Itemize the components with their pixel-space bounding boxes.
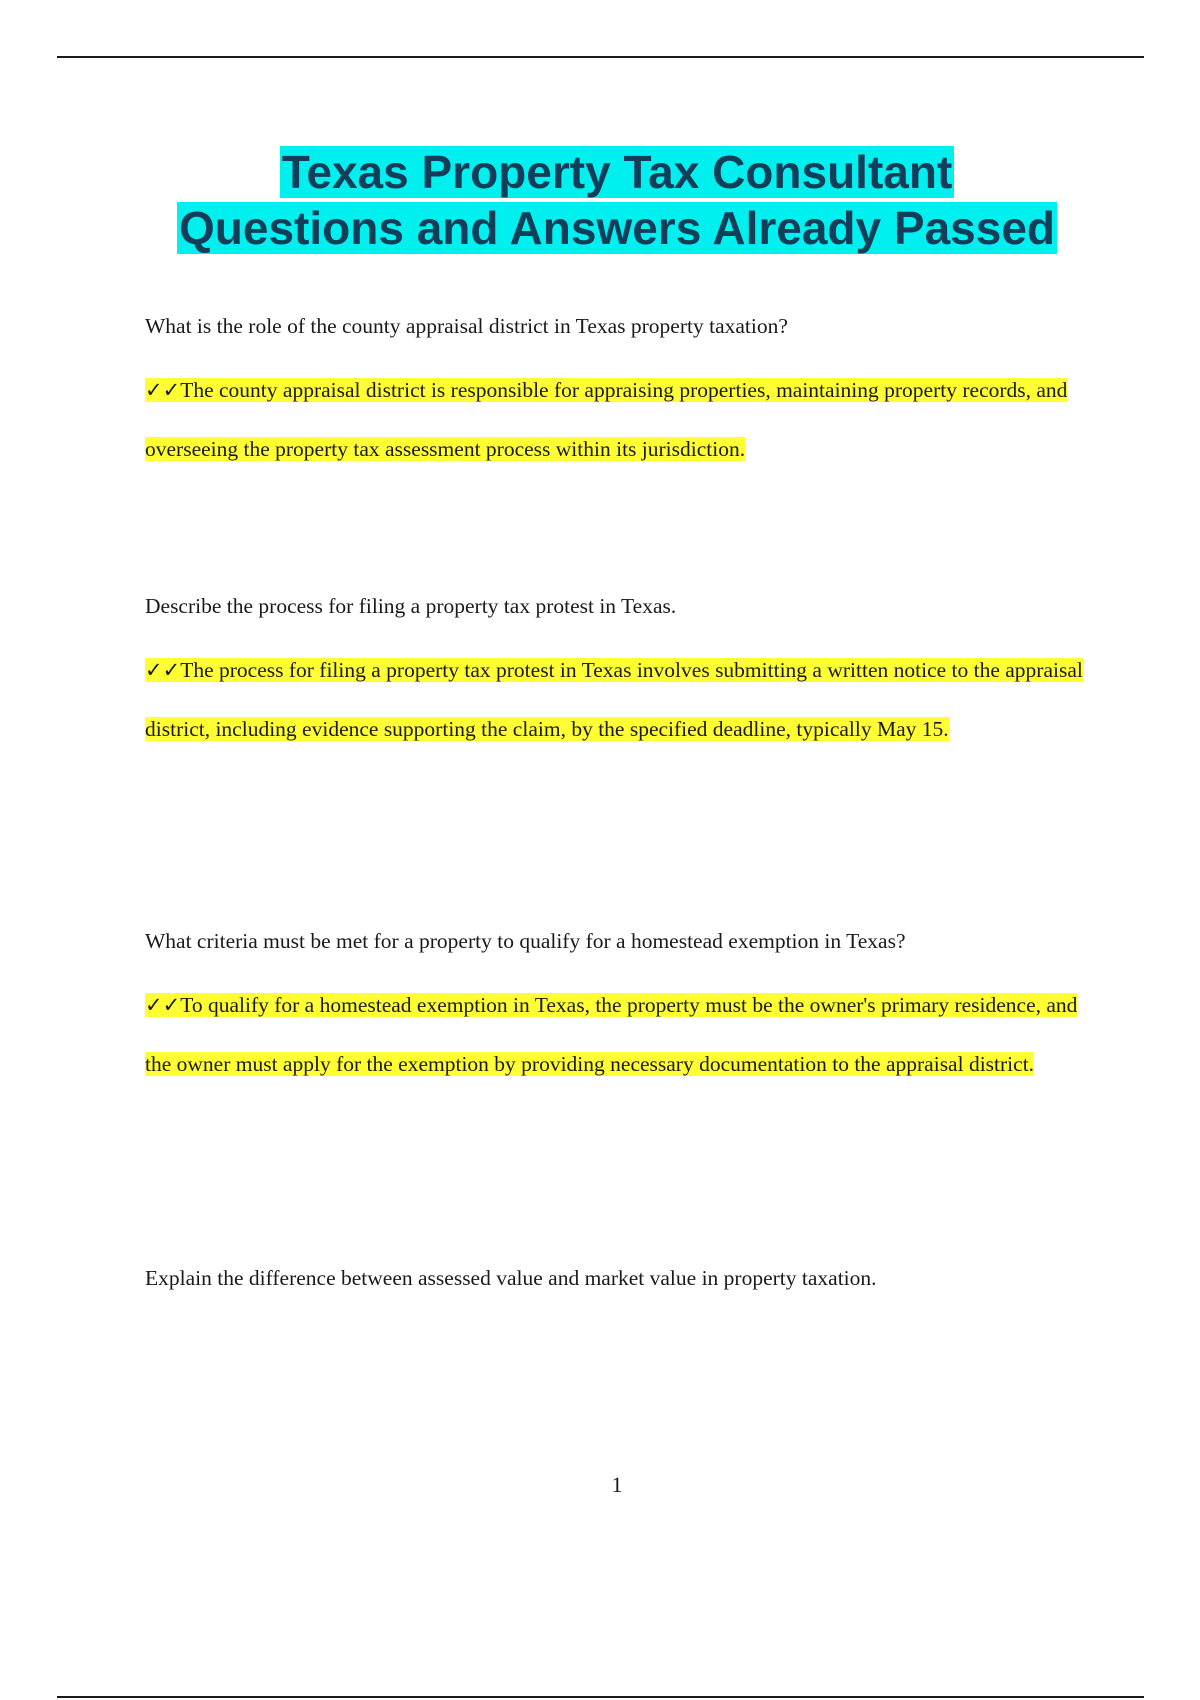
qa-item-1 [145, 312, 1085, 479]
qa-item-2 [145, 592, 1085, 759]
title-line-1: Texas Property Tax Consultant [281, 146, 953, 198]
answer-text: To qualify for a homestead exemption in Texas, the property must be the owner's primary residence, and the owner must apply for the exemption by providing necessary documentation to the appraisal district. [145, 993, 1078, 1076]
answer-block [145, 361, 1085, 479]
document-title [0, 144, 1200, 256]
title-line-2: Questions and Answers Already Passed [178, 202, 1056, 254]
double-check-icon: ✓✓ [145, 993, 181, 1017]
answer-block [145, 641, 1085, 759]
question-text: What is the role of the county appraisal district in Texas property taxation? [145, 314, 788, 338]
qa-item-4 [145, 1264, 1085, 1292]
answer-text: The process for filing a property tax protest in Texas involves submitting a written notice to the appraisal district, including evidence supporting the claim, by the specified deadline, typically May 15. [145, 658, 1083, 741]
question-text: Explain the difference between assessed value and market value in property taxation. [145, 1266, 877, 1290]
top-rule [57, 56, 1144, 58]
answer-block [145, 976, 1085, 1094]
double-check-icon: ✓✓ [145, 658, 181, 682]
double-check-icon: ✓✓ [145, 378, 181, 402]
question-text: What criteria must be met for a property to qualify for a homestead exemption in Texas? [145, 929, 906, 953]
question-text: Describe the process for filing a property tax protest in Texas. [145, 594, 677, 618]
answer-highlight [145, 993, 1077, 1076]
page-number: 1 [611, 1472, 623, 1497]
answer-text: The county appraisal district is responsible for appraising properties, maintaining property records, and overseeing the property tax assessment process within its jurisdiction. [145, 378, 1068, 461]
answer-highlight [145, 378, 1067, 461]
qa-item-3 [145, 927, 1085, 1094]
answer-highlight [145, 658, 1083, 741]
bottom-rule [57, 1696, 1144, 1698]
